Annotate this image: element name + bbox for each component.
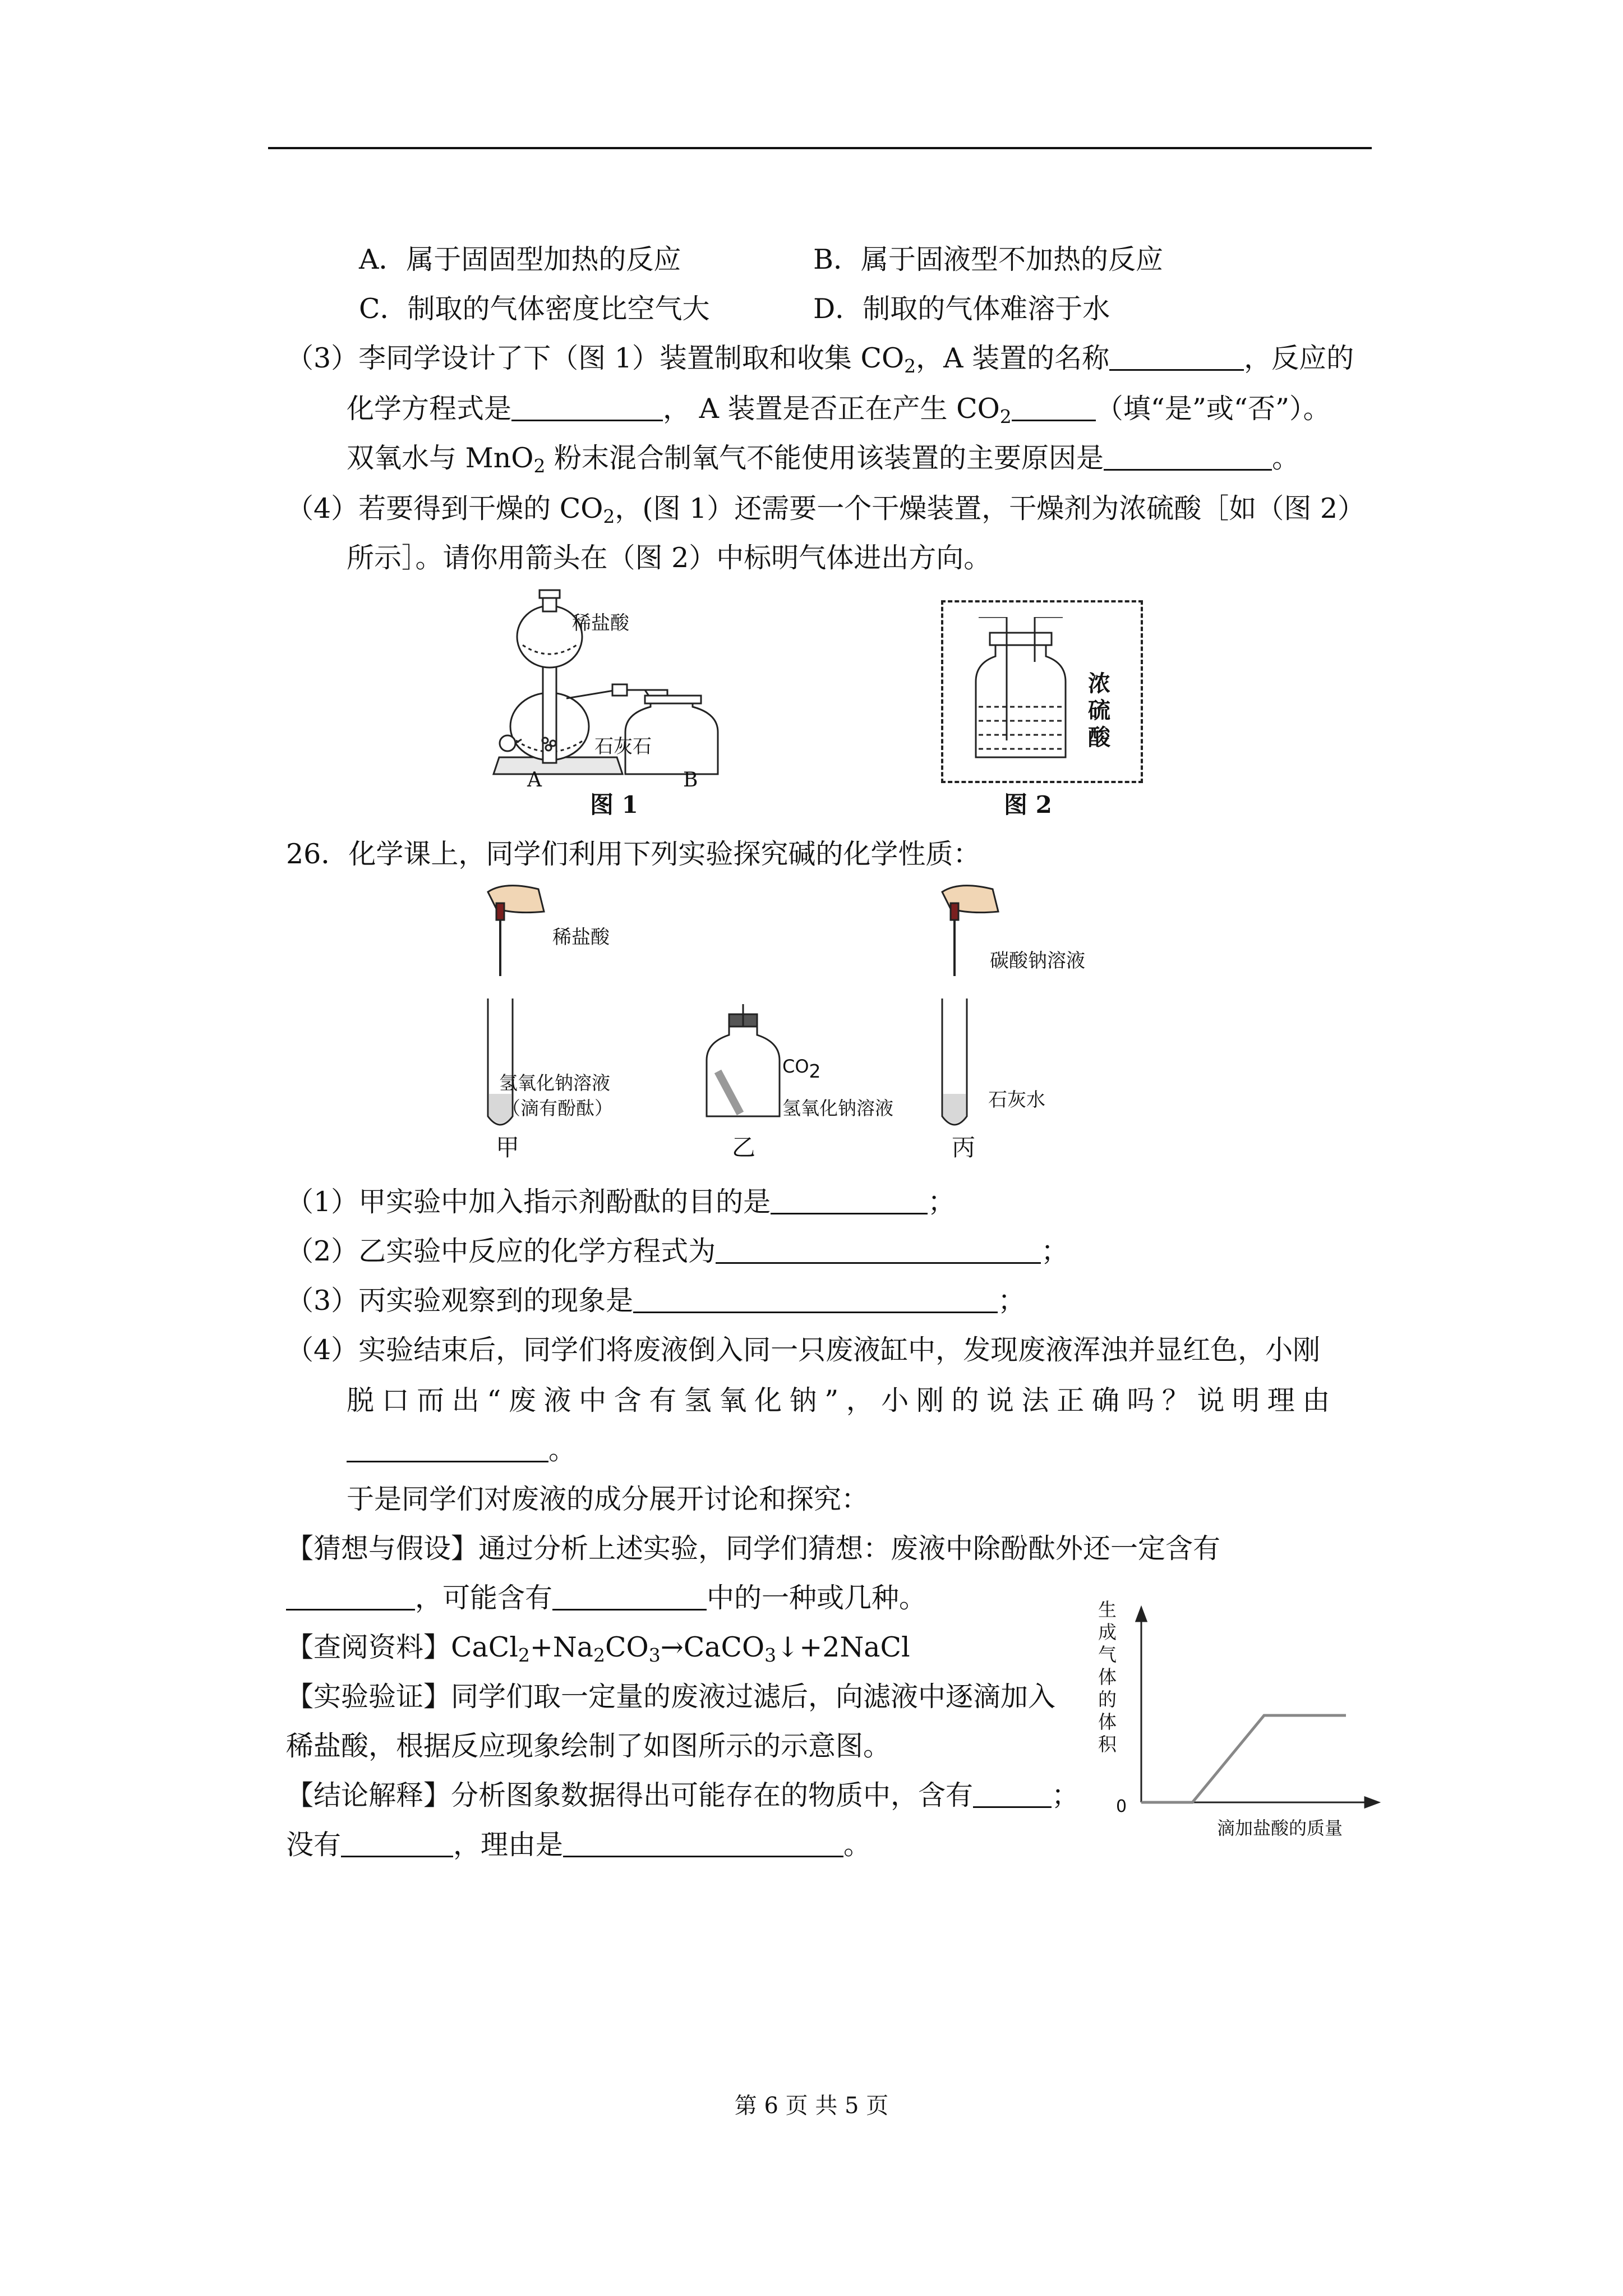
bing-na2co3-label: 碳酸钠溶液 [990,950,1085,972]
hypothesis-line2: ，可能含有 中的一种或几种。 [286,1581,926,1616]
q25-part4-line1: （4）若要得到干燥的 $CO_2$，(图 1）还需要一个干燥装置，干燥剂为浓硫酸［如（图 2） [286,493,1366,527]
tag-bing: 丙 [952,1134,976,1161]
q26-part1: （1）甲实验中加入指示剂酚酞的目的是 ； [286,1186,956,1218]
figure-1-label-a: A [527,769,542,792]
q26-part4-line3: 。 [347,1433,576,1467]
q26-discussion: 于是同学们对废液的成分展开讨论和探究： [347,1483,869,1515]
answer-blank[interactable] [347,1436,548,1462]
experiment-yi-bottle [701,1004,785,1122]
verification-line2: 稀盐酸，根据反应现象绘制了如图所示的示意图。 [286,1730,891,1762]
option-a: A．属于固固型加热的反应 [359,243,681,275]
q25-part3-line2: 化学方程式是 ， A 装置是否正在产生 $CO_2$ （填“是”或“否”）。 [347,393,1331,427]
figure-2-caption: 图 2 [1004,791,1052,818]
answer-blank[interactable] [716,1237,1041,1264]
answer-blank[interactable] [771,1188,928,1214]
answer-blank[interactable] [973,1782,1052,1808]
jia-phenolphthalein-label: （滴有酚酞） [502,1097,613,1119]
q25-part3-line1: （3）李同学设计了下（图 1）装置制取和收集 $CO_2$，A 装置的名称 ，反应的 [286,342,1354,377]
q25-part3-line3: 双氧水与 MnO$_2$ 粉末混合制氧气不能使用该装置的主要原因是 。 [347,442,1300,477]
figure-1-caption: 图 1 [590,791,638,818]
q26-title: 26．化学课上，同学们利用下列实验探究碱的化学性质： [286,838,981,870]
graph-y-label: 生成气体的体积 [1098,1599,1117,1755]
graph-origin: 0 [1116,1797,1127,1816]
hypothesis-line1: 【猜想与假设】通过分析上述实验，同学们猜想：废液中除酚酞外还一定含有 [286,1533,1221,1565]
header-rule [268,147,1372,149]
gas-volume-graph [1122,1603,1385,1816]
conclusion-line2: 没有 ，理由是 。 [286,1829,872,1861]
figure-1-limestone-label: 石灰石 [594,735,652,758]
tag-jia: 甲 [496,1134,520,1161]
x-axis-arrow [1365,1797,1378,1807]
answer-blank[interactable] [341,1831,453,1857]
answer-blank[interactable] [1012,395,1096,421]
yi-naoh-label: 氢氧化钠溶液 [782,1097,893,1119]
figure-1-label-b: B [683,769,698,792]
option-b: B．属于固液型不加热的反应 [813,243,1164,275]
q25-part4-line2: 所示］。请你用箭头在（图 2）中标明气体进出方向。 [347,542,992,574]
tag-yi: 乙 [732,1134,756,1161]
jia-naoh-label: 氢氧化钠溶液 [499,1072,610,1094]
option-d: D．制取的气体难溶于水 [813,293,1110,325]
answer-blank[interactable] [563,1831,843,1857]
yi-co2-label: $CO_2$ [782,1056,821,1082]
bing-limewater-label: 石灰水 [988,1089,1045,1111]
answer-blank[interactable] [552,1584,707,1611]
option-c: C．制取的气体密度比空气大 [359,293,710,325]
verification-line1: 【实验验证】同学们取一定量的废液过滤后，向滤液中逐滴加入 [286,1681,1056,1713]
graph-series-line [1141,1715,1346,1802]
q26-part3: （3）丙实验观察到的现象是 ； [286,1285,1026,1317]
answer-blank[interactable] [1109,344,1244,371]
figure-2-acid-label: 浓硫酸 [1088,671,1110,751]
q26-part2: （2）乙实验中反应的化学方程式为 ； [286,1235,1069,1267]
graph-x-label: 滴加盐酸的质量 [1217,1818,1343,1839]
answer-blank[interactable] [633,1287,998,1313]
jia-acid-label: 稀盐酸 [552,926,610,949]
figure-1-acid-label: 稀盐酸 [572,612,629,634]
answer-blank[interactable] [511,395,663,421]
page-footer: 第 6 页 共 5 页 [734,2093,889,2119]
q26-part4-line1: （4）实验结束后，同学们将废液倒入同一只废液缸中，发现废液浑浊并显红色，小刚 [286,1334,1321,1366]
q26-part4-line2: 脱 口 而 出 “ 废 液 中 含 有 氢 氧 化 钠 ” ， 小 刚 的 说 法 正 确 吗 ？ 说 明 理 由 [347,1384,1330,1416]
figure-2-drying-bottle [965,617,1077,769]
answer-blank[interactable] [1104,444,1272,471]
y-axis-arrow [1136,1608,1146,1621]
reference-equation: 【查阅资料】$CaCl_2+Na_2CO_3\to CaCO_3↓+2NaCl$ [286,1631,910,1666]
conclusion-line1: 【结论解释】分析图象数据得出可能存在的物质中，含有 ； [286,1779,1080,1811]
answer-blank[interactable] [286,1584,415,1611]
